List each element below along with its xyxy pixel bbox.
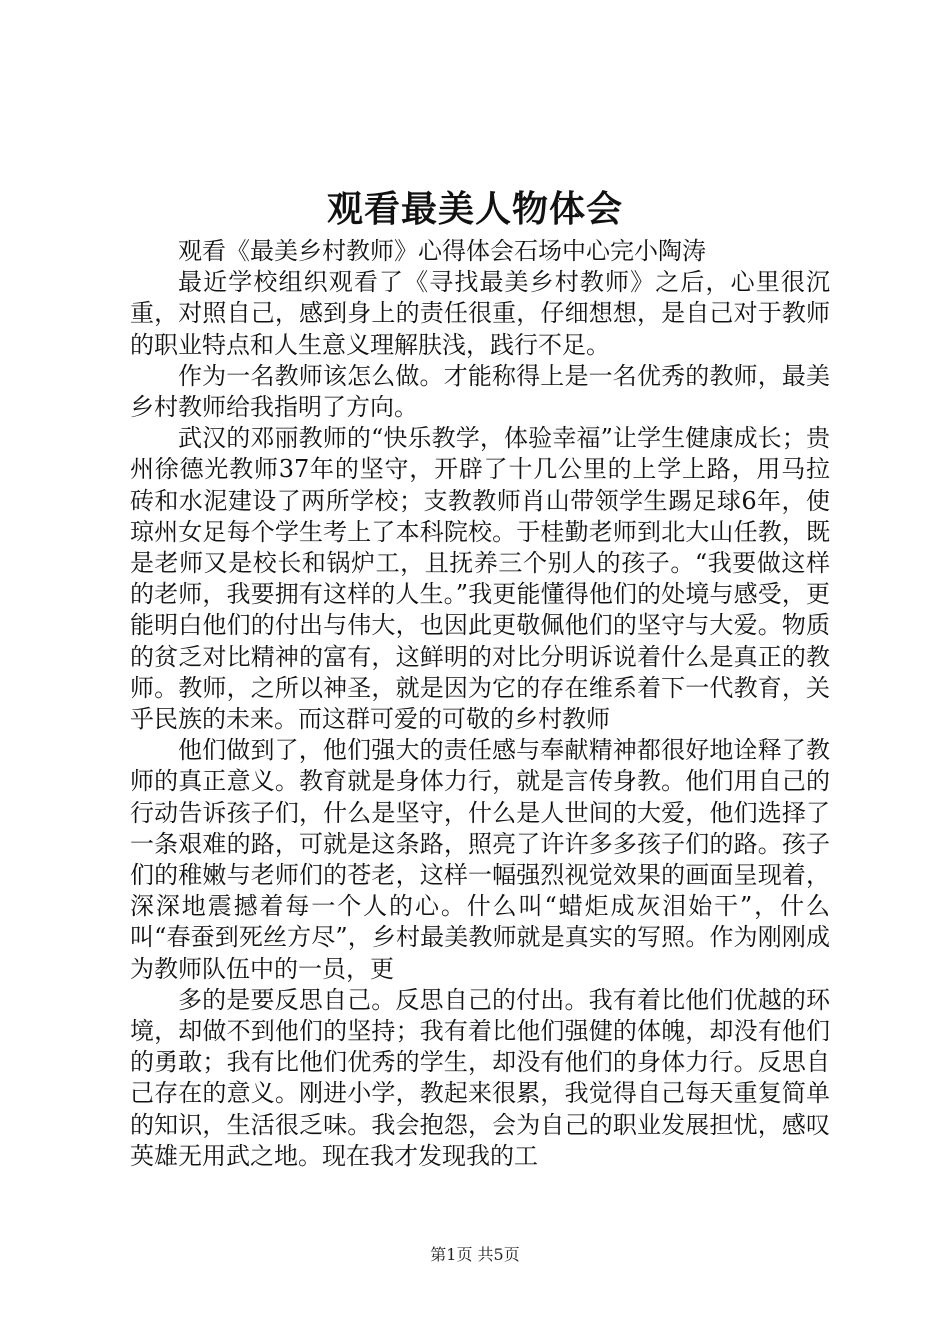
paragraph: 最近学校组织观看了《寻找最美乡村教师》之后，心里很沉重，对照自己，感到身上的责任很重，仔细想想，是自己对于教师的职业特点和人生意义理解肤浅，践行不足。 bbox=[130, 268, 830, 359]
paragraph-subtitle: 观看《最美乡村教师》心得体会石场中心完小陶涛 bbox=[178, 237, 706, 265]
page-number: 第1页 共5页 bbox=[430, 1245, 520, 1264]
paragraph: 他们做到了，他们强大的责任感与奉献精神都很好地诠释了教师的真正意义。教育就是身体力行，就是言传身教。他们用自己的行动告诉孩子们，什么是坚守，什么是人世间的大爱，他们选择了一条艰难的路，可就是这条路，照亮了许许多多孩子们的路。孩子们的稚嫩与老师们的苍老，这样一幅强烈视觉效果的画面呈现着，深深地震撼着每一个人的心。什么叫“蜡炬成灰泪始干”，什么叫“春蚕到死丝方尽”，乡村最美教师就是真实的写照。作为刚刚成为教师队伍中的一员，更 bbox=[130, 736, 830, 983]
paragraph: 武汉的邓丽教师的“快乐教学，体验幸福”让学生健康成长；贵州徐德光教师37年的坚守，开辟了十几公里的上学上路，用马拉砖和水泥建设了两所学校；支教教师肖山带领学生踢足球6年，使琼州女足每个学生考上了本科院校。于桂勤老师到北大山任教，既是老师又是校长和锅炉工，且抚养三个别人的孩子。“我要做这样的老师，我要拥有这样的人生。”我更能懂得他们的处境与感受，更能明白他们的付出与伟大，也因此更敬佩他们的坚守与大爱。物质的贫乏对比精神的富有，这鲜明的对比分明诉说着什么是真正的教师。教师，之所以神圣，就是因为它的存在维系着下一代教育，关乎民族的未来。而这群可爱的可敬的乡村教师 bbox=[130, 424, 830, 734]
page-title: 观看最美人物体会 bbox=[326, 188, 623, 230]
page-footer bbox=[0, 1244, 950, 1266]
document-body bbox=[130, 236, 830, 1172]
paragraph: 作为一名教师该怎么做。才能称得上是一名优秀的教师，最美乡村教师给我指明了方向。 bbox=[130, 361, 830, 422]
paragraph: 多的是要反思自己。反思自己的付出。我有着比他们优越的环境，却做不到他们的坚持；我有着比他们强健的体魄，却没有他们的勇敢；我有比他们优秀的学生，却没有他们的身体力行。反思自己存在的意义。刚进小学，教起来很累，我觉得自己每天重复简单的知识，生活很乏味。我会抱怨，会为自己的职业发展担忧，感叹英雄无用武之地。现在我才发现我的工 bbox=[130, 985, 830, 1170]
